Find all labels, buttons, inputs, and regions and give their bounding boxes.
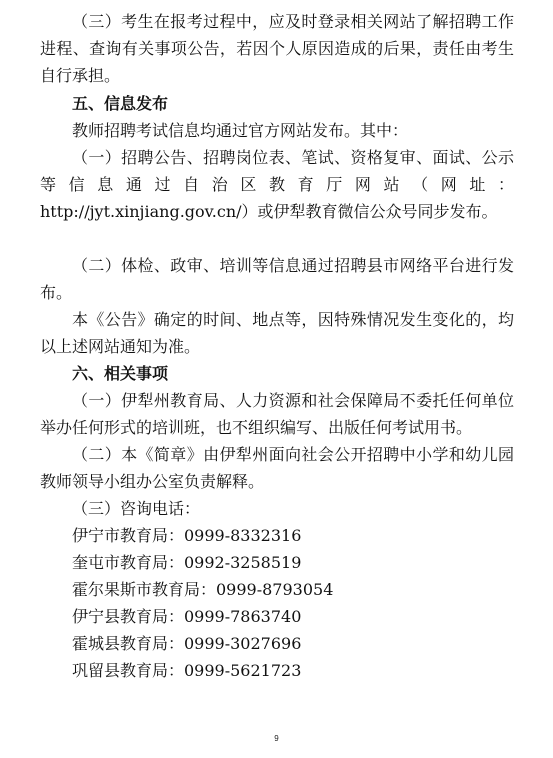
paragraph-consult-phone: （三）咨询电话： [72,499,201,518]
contact-gongliu-county: 巩留县教育局：0999-5621723 [72,661,302,680]
paragraph-info-official-sites: 教师招聘考试信息均通过官方网站发布。其中： [72,121,409,140]
contact-yining-city: 伊宁市教育局：0999-8332316 [72,526,302,545]
contact-khorgos-city: 霍尔果斯市教育局：0999-8793054 [72,580,334,599]
section-heading-info-release: 五、信息发布 [72,94,169,113]
section-heading-related-matters: 六、相关事项 [72,364,169,383]
contact-huocheng-county: 霍城县教育局：0999-3027696 [72,634,302,653]
contact-kuitun-city: 奎屯市教育局：0992-3258519 [72,553,302,572]
paragraph-no-training: （一）伊犁州教育局、人力资源和社会保障局不委托任何单位举办任何形式的培训班，也不组织编写、出版任何考试用书。 [40,391,514,437]
paragraph-info-website: （一）招聘公告、招聘岗位表、笔试、资格复审、面试、公示等信息通过自治区教育厅网站（网址：http://jyt.xinjiang.gov.cn/）或伊犁教育微信公众号同步发布。 [40,148,514,221]
paragraph-interpretation: （二）本《简章》由伊犁州面向社会公开招聘中小学和幼儿园教师领导小组办公室负责解释。 [40,445,514,491]
contact-yining-county: 伊宁县教育局：0999-7863740 [72,607,302,626]
paragraph-info-county-platform: （二）体检、政审、培训等信息通过招聘县市网络平台进行发布。 [40,256,514,302]
paragraph-applicant-responsibility: （三）考生在报考过程中，应及时登录相关网站了解招聘工作进程、查询有关事项公告，若因个人原因造成的后果，责任由考生自行承担。 [40,12,514,85]
paragraph-notice-changes: 本《公告》确定的时间、地点等，因特殊情况发生变化的，均以上述网站通知为准。 [40,310,514,356]
document-page [40,0,514,758]
page-number: 9 [274,734,279,743]
